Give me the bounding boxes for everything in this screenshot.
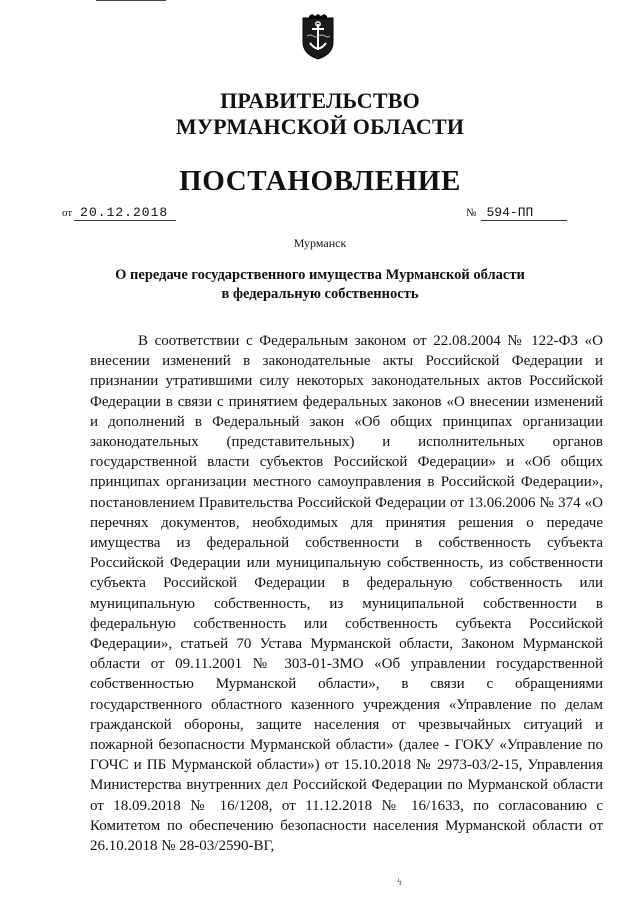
document-number <box>466 205 567 221</box>
murmansk-coat-of-arms-icon <box>301 14 335 60</box>
number-prefix: № <box>466 207 477 219</box>
title-line-2: в федеральную собственность <box>221 286 419 302</box>
top-rule <box>96 0 166 1</box>
document-title <box>0 266 640 304</box>
government-name-line-1: ПРАВИТЕЛЬСТВО <box>220 88 420 113</box>
number-value: 594-ПП <box>481 205 568 221</box>
scan-mark: ↯ <box>396 877 404 887</box>
date-prefix: от <box>62 207 73 219</box>
date-value: 20.12.2018 <box>74 205 176 221</box>
title-line-1: О передаче государственного имущества Мурманской области <box>115 267 525 283</box>
government-name-line-2: МУРМАНСКОЙ ОБЛАСТИ <box>175 114 465 139</box>
document-type-heading: ПОСТАНОВЛЕНИЕ <box>179 165 461 197</box>
document-date <box>62 205 176 221</box>
document-body <box>90 331 603 856</box>
city-name: Мурманск <box>293 236 347 250</box>
body-paragraph: В соответствии с Федеральным законом от 22.08.2004 № 122-ФЗ «О внесении изменений в законодательные акты Российской Федерации и признании утратившими силу некоторых законодательных актов Российской Федерации в связи с принятием федеральных законов «О внесении изменений и дополнений в Федеральный закон «Об общих принципах организации законодательных (представительных) и исполнительных органов государственной власти субъектов Российской Федерации» и «Об общих принципах организации местного самоуправления в Российской Федерации», постановлением Правительства Российской Федерации от 13.06.2006 № 374 «О перечнях документов, необходимых для принятия решения о передаче имущества из федеральной собственности в собственность субъекта Российской Федерации или муниципальную собственность, из собственности субъекта Российской Федерации в федеральную собственность или муниципальную собственность, из муниципальной собственности в федеральную собственность или собственность субъекта Российской Федерации», статьей 70 Устава Мурманской области, Законом Мурманской области от 09.11.2001 № 303-01-ЗМО «Об управлении государственной собственностью Мурманской области», в связи с обращениями государственного областного казенного учреждения «Управление по делам гражданской обороны, защите населения от чрезвычайных ситуаций и пожарной безопасности Мурманской области» (далее - ГОКУ «Управление по ГОЧС и ПБ Мурманской области») от 15.10.2018 № 2973-03/2-15, Управления Министерства внутренних дел Российской Федерации по Мурманской области от 18.09.2018 № 16/1208, от 11.12.2018 № 16/1633, по согласованию с Комитетом по обеспечению безопасности населения Мурманской области от 26.10.2018 № 28-03/2590-ВГ, <box>90 333 603 855</box>
